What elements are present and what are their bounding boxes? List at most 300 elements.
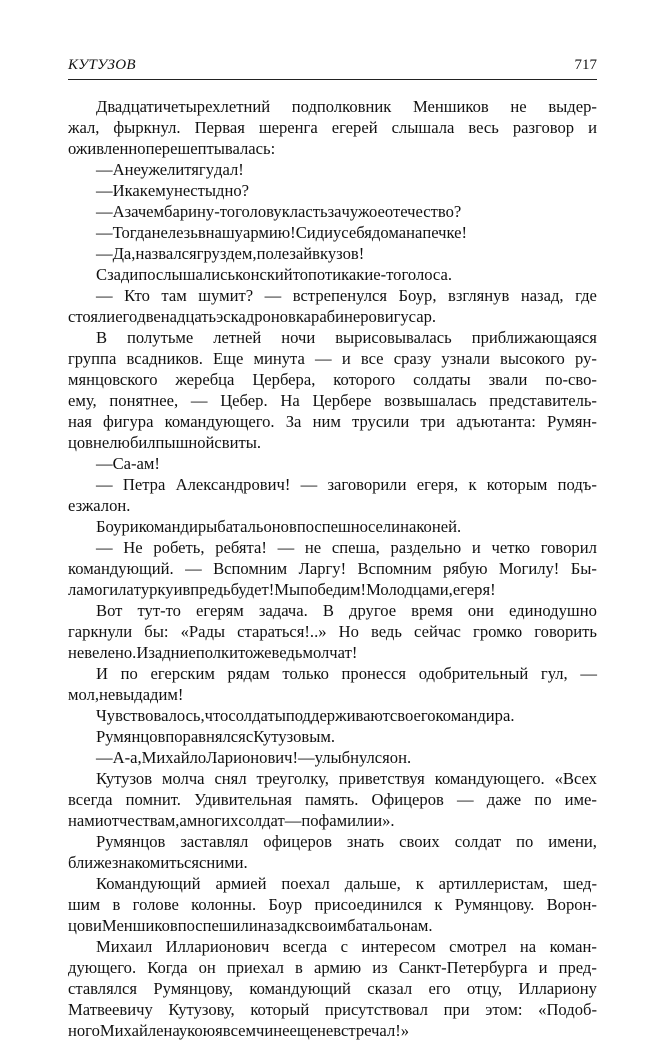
word: встрепенулся <box>292 286 387 305</box>
word: дальше, <box>344 874 401 893</box>
word: бы: <box>144 622 169 641</box>
word: Вспомним <box>213 559 288 578</box>
word: Да, <box>112 244 136 263</box>
word: задача. <box>258 601 308 620</box>
text-line <box>68 201 597 222</box>
word: За <box>285 412 302 431</box>
word: Меншиков <box>101 916 178 935</box>
word: будет! <box>230 580 275 599</box>
word: одобрительный <box>418 664 529 683</box>
word: конский <box>235 265 293 284</box>
word: только <box>282 664 329 683</box>
word: любил <box>109 433 156 452</box>
word: Но <box>338 622 359 641</box>
word: из <box>372 958 388 977</box>
word: робеть, <box>153 538 205 557</box>
word: молча <box>161 769 205 788</box>
word: командира. <box>435 706 515 725</box>
word: громко <box>473 622 523 641</box>
word: На <box>280 391 300 410</box>
word: трусили <box>351 412 410 431</box>
word: егеря, <box>416 475 459 494</box>
word: Тогда <box>112 223 152 242</box>
text-line <box>68 306 597 327</box>
word: адъютанта: <box>456 412 536 431</box>
word: — <box>264 286 282 305</box>
word: могила <box>83 580 134 599</box>
word: солдаты <box>413 370 471 389</box>
word: фыркнул. <box>113 118 181 137</box>
word: Кутузовым. <box>253 727 336 746</box>
word: И <box>112 181 125 200</box>
word: отчествам, <box>103 811 180 830</box>
word: по <box>120 664 138 683</box>
word: какие-то <box>341 265 402 284</box>
word: офицеров <box>263 832 332 851</box>
word: зачем <box>124 202 165 221</box>
word: и <box>93 916 102 935</box>
word: командиры <box>138 517 218 536</box>
text-line <box>68 369 597 390</box>
word: — <box>96 202 113 221</box>
word: перешептывалась: <box>145 139 276 158</box>
word: по-сво- <box>545 370 597 389</box>
word: отцу, <box>466 979 502 998</box>
word: армией <box>215 874 267 893</box>
word: Двадцатичетырехлетний <box>96 97 271 116</box>
word: всегда <box>68 790 113 809</box>
word: мянцовского <box>68 370 158 389</box>
word: — <box>298 748 315 767</box>
word: улыбнулся <box>314 748 390 767</box>
text-line <box>68 117 597 138</box>
word: подполковник <box>291 97 392 116</box>
text-line <box>68 348 597 369</box>
text-line <box>68 579 597 600</box>
word: Удивительная <box>194 790 292 809</box>
word: и <box>384 307 394 326</box>
word: и <box>129 517 139 536</box>
word: многих <box>186 811 239 830</box>
text-line <box>68 327 597 348</box>
word: приветствуя <box>338 769 425 788</box>
word: даже <box>486 790 522 809</box>
text-line <box>68 390 597 411</box>
word: ведь <box>271 643 303 662</box>
word: Михайле <box>99 1021 164 1040</box>
word: помнит. <box>125 790 181 809</box>
word: представитель- <box>489 391 597 410</box>
word: егеря! <box>452 580 496 599</box>
word: ная <box>68 412 92 431</box>
word: свиты. <box>214 433 262 452</box>
word: ру- <box>575 349 597 368</box>
word: Не <box>123 538 143 557</box>
word: он <box>198 958 216 977</box>
text-line <box>68 264 597 285</box>
word: назад <box>257 916 297 935</box>
word: минута <box>253 349 305 368</box>
word: Петра <box>122 475 166 494</box>
word: Илларионович <box>165 937 270 956</box>
word: батальонам. <box>347 916 433 935</box>
word: за <box>327 202 342 221</box>
word: к <box>415 874 424 893</box>
word: Румянцову, <box>153 979 233 998</box>
word: слышала <box>391 118 455 137</box>
word: турку <box>133 580 174 599</box>
text-line <box>68 453 597 474</box>
word: стараться!..» <box>237 622 327 641</box>
text-line <box>68 831 597 852</box>
text-line <box>68 138 597 159</box>
word: Александрович! <box>175 475 291 494</box>
word: полезай <box>256 244 313 263</box>
word: ставлялся <box>68 979 137 998</box>
text-line <box>68 180 597 201</box>
word: Михайло <box>141 748 207 767</box>
text-line <box>68 999 597 1020</box>
word: говорил <box>540 538 597 557</box>
word: заговорили <box>327 475 407 494</box>
word: командующий. <box>68 559 174 578</box>
word: Чувствовалось, <box>96 706 205 725</box>
word: Иллариону <box>518 979 597 998</box>
word: своего <box>389 706 436 725</box>
text-line <box>68 747 597 768</box>
word: с <box>199 853 207 872</box>
word: ему <box>147 181 174 200</box>
text-line <box>68 684 597 705</box>
word: карабинеров <box>295 307 385 326</box>
word: молчат! <box>302 643 358 662</box>
word: дома <box>371 223 407 242</box>
word: не <box>510 97 527 116</box>
word: я <box>215 1021 223 1040</box>
word: солдат <box>454 832 502 851</box>
word: заставлял <box>180 832 249 851</box>
word: Ларгу! <box>298 559 347 578</box>
word: своих <box>399 832 440 851</box>
word: не <box>99 685 116 704</box>
word: Цербере <box>312 391 372 410</box>
word: сейчас <box>414 622 461 641</box>
word: шумит? <box>198 286 254 305</box>
word: при <box>443 1000 470 1019</box>
word: егерским <box>150 664 215 683</box>
word: время <box>411 601 453 620</box>
word: — <box>96 223 113 242</box>
word: дал! <box>214 160 244 179</box>
word: поспешно <box>296 517 368 536</box>
text-line <box>68 537 597 558</box>
word: по <box>516 832 534 851</box>
word: И <box>136 643 149 662</box>
word: спеша, <box>331 538 380 557</box>
word: рябую <box>443 559 488 578</box>
word: эскадронов <box>216 307 296 326</box>
chapter-title: КУТУЗОВ <box>68 57 136 73</box>
word: шед- <box>563 874 597 893</box>
word: Могилу! <box>498 559 560 578</box>
word: А-а, <box>112 748 142 767</box>
word: ними. <box>206 853 248 872</box>
word: звали <box>488 370 528 389</box>
word: Когда <box>147 958 188 977</box>
word: барину-то <box>164 202 236 221</box>
word: в <box>197 223 206 242</box>
word: — <box>277 538 295 557</box>
word: понятнее, <box>109 391 179 410</box>
word: солдат <box>238 811 285 830</box>
word: которым <box>486 475 548 494</box>
word: не <box>151 223 168 242</box>
word: Мы <box>274 580 301 599</box>
word: тут-то <box>137 601 181 620</box>
word: этом: <box>485 1000 523 1019</box>
word: Румянцов <box>96 832 166 851</box>
text-line <box>68 663 597 684</box>
word: на <box>406 223 423 242</box>
word: командующий <box>249 979 351 998</box>
word: Кутузов <box>96 769 153 788</box>
word: — <box>580 664 597 683</box>
word: послышались <box>138 265 236 284</box>
word: имени, <box>548 832 597 851</box>
word: Вспомним <box>357 559 432 578</box>
word: и <box>471 538 481 557</box>
word: весь <box>468 118 499 137</box>
word: Боур, <box>398 286 437 305</box>
word: единодушно <box>509 601 597 620</box>
word: на <box>519 937 537 956</box>
text-line <box>68 516 597 537</box>
word: поравнялся <box>165 727 246 746</box>
word: знакомиться <box>111 853 200 872</box>
text-line <box>68 474 597 495</box>
word: ла <box>68 580 84 599</box>
word: егерей <box>331 118 378 137</box>
word: Цебер. <box>220 391 268 410</box>
word: армию <box>313 958 362 977</box>
word: и <box>173 580 183 599</box>
word: ним <box>312 412 341 431</box>
word: победим! <box>300 580 367 599</box>
word: колонны. <box>191 895 257 914</box>
word: в <box>222 1021 231 1040</box>
text-line <box>68 957 597 978</box>
word: сказал <box>367 979 413 998</box>
word: Румянцову. <box>454 895 535 914</box>
word: егерям <box>196 601 244 620</box>
word: нашу <box>205 223 243 242</box>
word: Цербера, <box>252 370 316 389</box>
word: не <box>317 1021 334 1040</box>
word: встречал!» <box>333 1021 410 1040</box>
word: — <box>96 244 113 263</box>
word: отечество? <box>384 202 462 221</box>
word: цов <box>68 916 94 935</box>
word: оживленно <box>68 139 146 158</box>
word: летней <box>213 328 262 347</box>
word: присоединился <box>314 895 422 914</box>
word: Сиди <box>295 223 333 242</box>
text-line <box>68 852 597 873</box>
word: Кто <box>124 286 150 305</box>
word: что <box>204 706 229 725</box>
word: подъ- <box>557 475 597 494</box>
word: как <box>124 181 148 200</box>
text-line <box>68 411 597 432</box>
word: стыдно? <box>190 181 250 200</box>
word: — <box>300 475 318 494</box>
word: высокого <box>500 349 565 368</box>
word: цов <box>68 433 94 452</box>
word: В <box>96 328 108 347</box>
word: сем <box>230 1021 257 1040</box>
word: его <box>115 307 138 326</box>
word: в <box>112 895 121 914</box>
word: там <box>161 286 187 305</box>
word: «Подоб- <box>538 1000 597 1019</box>
word: интересом <box>361 937 436 956</box>
word: чужое <box>341 202 385 221</box>
word: име- <box>564 790 597 809</box>
word: Румянцов <box>96 727 166 746</box>
text-line <box>68 96 597 117</box>
word: сели <box>367 517 401 536</box>
word: четко <box>491 538 530 557</box>
word: треуголку, <box>256 769 329 788</box>
word: а <box>179 811 187 830</box>
word: возвышалась <box>384 391 477 410</box>
word: и <box>341 349 351 368</box>
word: Офицеров <box>371 790 444 809</box>
word: шеренга <box>258 118 318 137</box>
word: он. <box>109 496 131 515</box>
word: где <box>575 286 597 305</box>
word: солдаты <box>228 706 286 725</box>
text-line <box>68 222 597 243</box>
word: в <box>295 958 303 977</box>
body-text <box>68 96 597 1041</box>
word: еще <box>289 1021 318 1040</box>
word: он. <box>389 748 412 767</box>
word: нам <box>68 811 95 830</box>
word: назвался <box>135 244 197 263</box>
word: Матвеевичу <box>68 1000 153 1019</box>
word: голове <box>132 895 179 914</box>
word: фигура <box>103 412 154 431</box>
word: раздельно <box>390 538 462 557</box>
word: Вот <box>96 601 123 620</box>
word: Сзади <box>96 265 139 284</box>
word: пышной <box>155 433 215 452</box>
word: в <box>312 244 321 263</box>
word: Боур <box>268 895 303 914</box>
word: Меншиков <box>412 97 489 116</box>
word: его <box>428 979 451 998</box>
word: — <box>96 538 113 557</box>
word: всегда <box>282 937 328 956</box>
word: не <box>68 643 85 662</box>
running-head <box>68 57 597 80</box>
word: снял <box>214 769 247 788</box>
word: — <box>190 391 208 410</box>
word: коней. <box>416 517 462 536</box>
word: кузов! <box>320 244 365 263</box>
word: выдадим! <box>115 685 184 704</box>
word: пред- <box>558 958 597 977</box>
word: В <box>322 601 334 620</box>
word: лезь <box>167 223 198 242</box>
word: мол, <box>68 685 100 704</box>
word: печке! <box>422 223 468 242</box>
word: коман- <box>549 937 597 956</box>
word: приехал <box>226 958 284 977</box>
text-line <box>68 768 597 789</box>
word: жеребца <box>175 370 235 389</box>
text-line <box>68 285 597 306</box>
word: ведь <box>371 622 402 641</box>
word: — <box>96 160 113 179</box>
word: дующего. <box>68 958 137 977</box>
word: полки <box>195 643 238 662</box>
text-line <box>68 705 597 726</box>
word: узнали <box>441 349 490 368</box>
word: все <box>360 349 384 368</box>
word: Молодцами, <box>366 580 453 599</box>
word: класть <box>281 202 328 221</box>
word: — <box>96 181 113 200</box>
word: пронесся <box>341 664 407 683</box>
text-line <box>68 810 597 831</box>
word: Ларионович! <box>206 748 299 767</box>
word: Са-ам! <box>112 454 160 473</box>
word: Ворон- <box>546 895 597 914</box>
word: Анеужели <box>112 160 185 179</box>
text-line <box>68 894 597 915</box>
word: двенадцать <box>137 307 217 326</box>
word: «Рады <box>180 622 226 641</box>
word: память. <box>305 790 359 809</box>
word: — <box>96 475 113 494</box>
text-line <box>68 936 597 957</box>
word: А <box>112 202 125 221</box>
text-line <box>68 558 597 579</box>
word: Командующий <box>96 874 201 893</box>
word: три <box>420 412 446 431</box>
word: фамилии». <box>318 811 395 830</box>
word: командующего. <box>434 769 545 788</box>
word: ближе <box>68 853 112 872</box>
word: велено. <box>84 643 137 662</box>
page-number: 717 <box>574 57 597 73</box>
word: у <box>332 223 342 242</box>
word: по <box>301 811 319 830</box>
word: ного <box>68 1021 100 1040</box>
text-line <box>68 873 597 894</box>
word: груздем, <box>196 244 257 263</box>
word: к <box>434 895 443 914</box>
word: Бы- <box>570 559 597 578</box>
word: ему, <box>68 391 97 410</box>
word: артиллеристам, <box>438 874 549 893</box>
word: приближающаяся <box>471 328 597 347</box>
word: — <box>284 811 302 830</box>
word: голову <box>235 202 282 221</box>
word: гусар. <box>393 307 437 326</box>
